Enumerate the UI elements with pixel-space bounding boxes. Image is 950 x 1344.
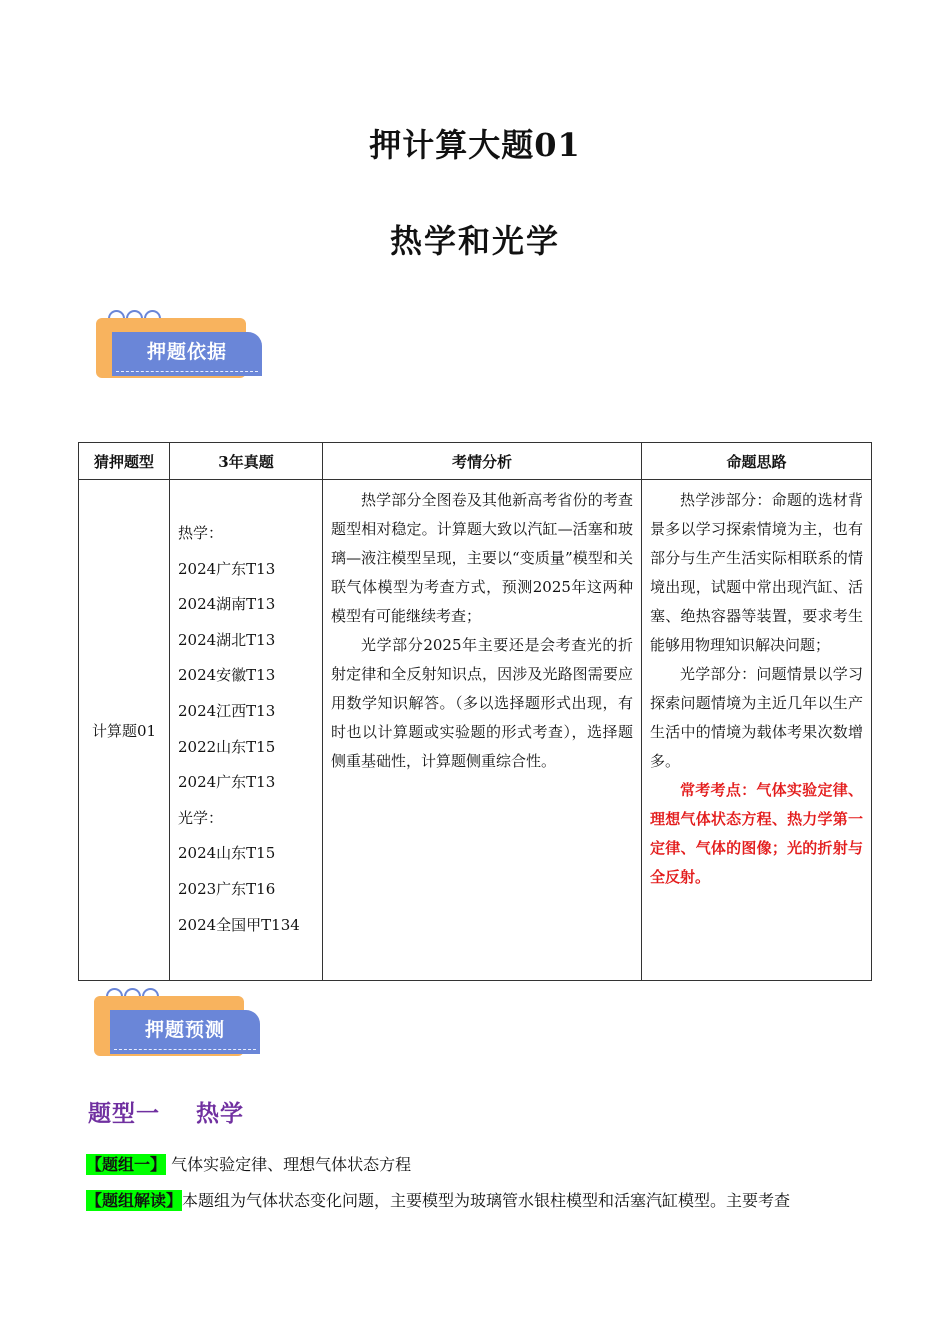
section-badge-label: 押题预测 [144,1019,225,1041]
idea-paragraph: 热学涉部分：命题的选材背景多以学习探索情境为主，也有部分与生产生活实际相联系的情境出现，试题中常出现汽缸、活塞、绝热容器等装置，要求考生能够用物理知识解决问题； [650,491,863,654]
group-line [86,1152,411,1175]
exam-item: 热学： [178,524,224,542]
exam-item: 2024湖南T13 [178,595,276,614]
page-subtitle: 热学和光学 [389,222,560,260]
exam-item: 2024安徽T13 [178,666,276,685]
exam-item: 2024广东T13 [178,559,276,578]
exam-item: 光学： [178,808,224,827]
exam-item: 2024山东T15 [178,844,276,863]
section-badge-prediction [94,988,274,1068]
exam-analysis-cell [323,480,642,981]
question-type-heading: 题型一 热学 [88,1100,245,1127]
group-text: 气体实验定律、理想气体状态方程 [166,1155,412,1174]
exam-item: 2024全国甲T134 [178,915,300,934]
group-reading-line [86,1188,790,1211]
analysis-paragraph: 热学部分全图卷及其他新高考省份的考查题型相对稳定。计算题大致以汽缸—活塞和玻璃—液注模型呈现，主要以“变质量”模型和关联气体模型为考查方式，预测2025年这两种模型有可能继续考查； [331,491,633,625]
table-header-row [79,443,872,480]
group-reading-text: 本题组为气体状态变化问题，主要模型为玻璃管水银柱模型和活塞汽缸模型。主要考查 [182,1191,791,1210]
idea-paragraph: 光学部分：问题情景以学习探索问题情境为主近几年以生产生活中的情境为载体考果次数增多。 [650,665,863,770]
table-header: 命题思路 [642,443,872,480]
table-header: 3年真题 [170,443,323,480]
page-title: 押计算大题01 [369,126,581,164]
section-badge-label: 押题依据 [146,341,227,363]
exam-item: 2024湖北T13 [178,630,276,649]
analysis-table [78,442,872,981]
exam-item: 2023广东T16 [178,879,276,898]
group-reading-tag: 【题组解读】 [86,1191,183,1210]
analysis-paragraph: 光学部分2025年主要还是会考查光的折射定律和全反射知识点，因涉及光路图需要应用数学知识解答。（多以选择题形式出现，有时也以计算题或实验题的形式考查），选择题侧重基础性，计算题侧重综合性。 [331,636,633,770]
exam-item: 2024广东T13 [178,773,276,792]
past-exams-cell [170,480,323,981]
group-tag: 【题组一】 [86,1155,167,1174]
table-header: 猜押题型 [79,443,170,480]
table-row [79,480,872,981]
key-points-paragraph: 常考考点：气体实验定律、理想气体状态方程、热力学第一定律、气体的图像；光的折射与全反射。 [650,781,863,886]
table-header: 考情分析 [323,443,642,480]
exam-item: 2022山东T15 [178,737,276,756]
question-type-cell: 计算题01 [79,480,170,981]
section-badge-basis [96,310,276,390]
exam-item: 2024江西T13 [178,701,276,720]
proposition-idea-cell [642,480,872,981]
